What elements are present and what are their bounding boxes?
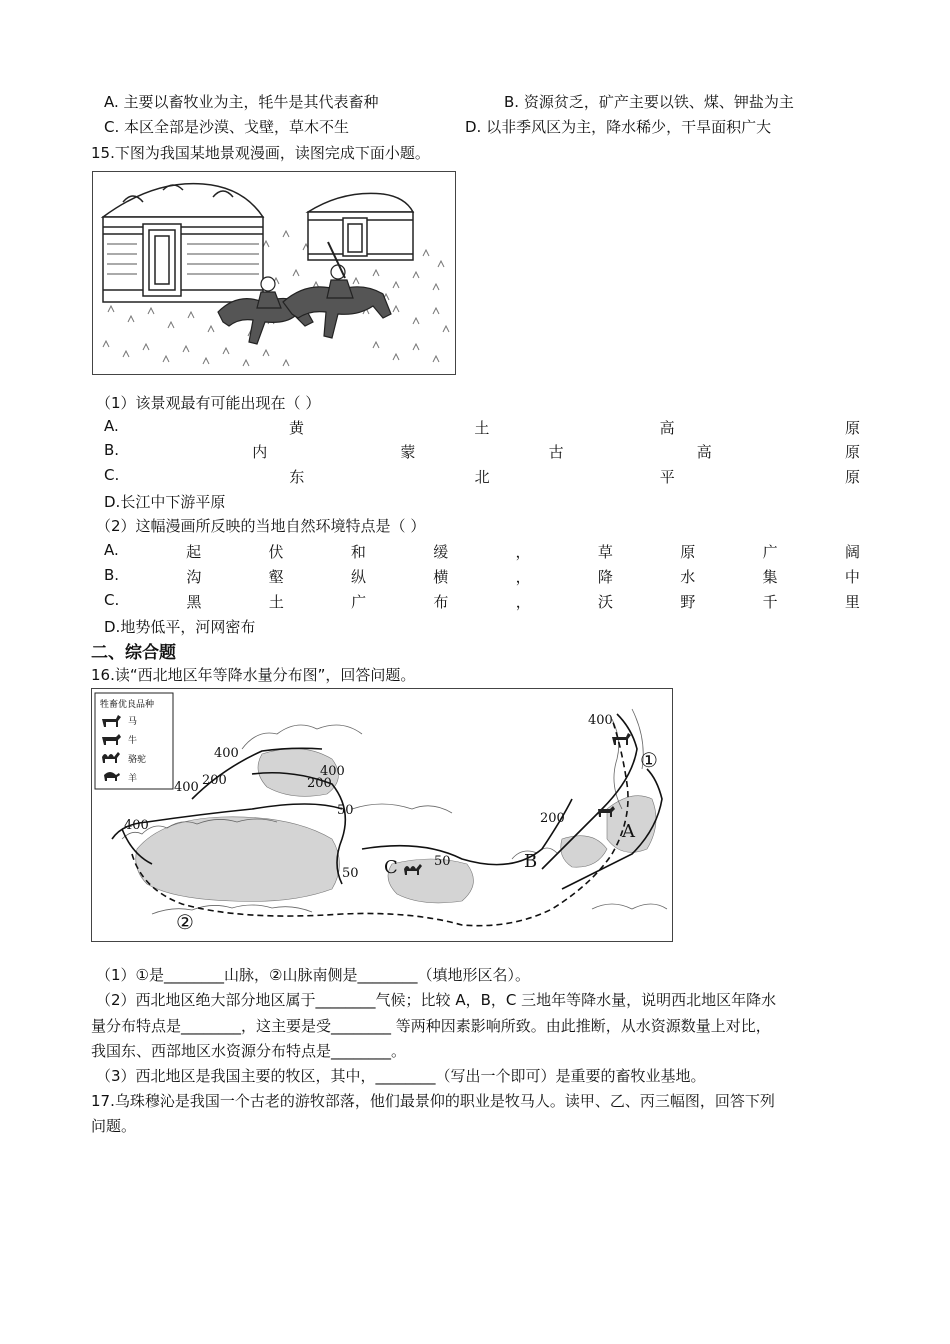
q16-sub2-line2: 量分布特点是________，这主要是受________ 等两种因素影响所致。由此推断，从水资源数量上对比， — [91, 1017, 771, 1035]
option-char: 沟 — [186, 568, 202, 586]
option-char: ， — [515, 568, 531, 586]
option-char: 水 — [680, 568, 696, 586]
q17-stem-line2: 问题。 — [91, 1117, 137, 1135]
q16-sub2-line1: （2）西北地区绝大部分地区属于________气候；比较 A，B，C 三地年等降水量，说明西北地区年降水 — [96, 991, 777, 1009]
option-char: B. — [104, 566, 120, 584]
isohyet-label: 200 — [202, 773, 227, 788]
option-char: 蒙 — [400, 443, 416, 461]
q15-sub2-option-a — [104, 541, 860, 562]
isohyet-label: 200 — [540, 811, 565, 826]
option-char: B. — [104, 441, 120, 459]
q14-option-b: B. 资源贫乏，矿产主要以铁、煤、钾盐为主 — [504, 93, 794, 111]
isohyet-label: 50 — [342, 866, 359, 881]
option-char: 土 — [474, 419, 490, 437]
option-char: 平 — [659, 468, 675, 486]
option-char: 草 — [597, 543, 613, 561]
option-char: 内 — [252, 443, 268, 461]
option-char: ， — [515, 593, 531, 611]
option-char: 千 — [762, 593, 778, 611]
q16-sub2-line3: 我国东、西部地区水资源分布特点是________。 — [91, 1042, 407, 1060]
isohyet-label: 400 — [124, 818, 149, 833]
option-char: 横 — [433, 568, 449, 586]
option-char: 黑 — [186, 593, 202, 611]
q15-sub2-option-c — [104, 591, 860, 612]
option-char: 沃 — [598, 593, 614, 611]
option-char: 原 — [844, 468, 860, 486]
tarim-basin — [136, 817, 340, 902]
q15-sub1-option-d: D.长江中下游平原 — [104, 493, 226, 511]
option-char: 阔 — [844, 543, 860, 561]
option-char: 北 — [474, 468, 490, 486]
option-char: A. — [104, 541, 119, 559]
option-char: 降 — [597, 568, 613, 586]
q15-stem: 15.下图为我国某地景观漫画，读图完成下面小题。 — [91, 144, 430, 162]
isohyet-label: 200 — [307, 776, 332, 791]
legend-camel-label: 骆驼 — [128, 755, 147, 765]
isohyet-label: 400 — [214, 746, 239, 761]
badain-desert — [388, 859, 473, 903]
option-char: 黄 — [289, 419, 305, 437]
q14-option-d: D. 以非季风区为主，降水稀少，干旱面积广大 — [465, 118, 772, 136]
option-char: 古 — [548, 443, 564, 461]
q15-sub1-option-a — [104, 417, 860, 438]
option-char: 高 — [659, 419, 675, 437]
legend-title: 牲畜优良品种 — [100, 700, 155, 710]
option-char: C. — [104, 466, 120, 484]
q15-sub1-option-c — [104, 466, 860, 487]
option-char: 土 — [268, 593, 284, 611]
option-char: ， — [515, 543, 531, 561]
option-char: 广 — [351, 593, 367, 611]
option-char: 原 — [844, 443, 860, 461]
q17-stem-line1: 17.乌珠穆沁是我国一个古老的游牧部落，他们最景仰的职业是牧马人。读甲、乙、丙三幅图，回答下列 — [91, 1092, 775, 1110]
option-char: C. — [104, 591, 120, 609]
isohyet-label: 50 — [434, 854, 451, 869]
option-char: 起 — [186, 543, 202, 561]
option-char: 东 — [289, 468, 305, 486]
q15-sub2-question: （2）这幅漫画所反映的当地自然环境特点是（ ） — [96, 517, 426, 535]
grassland-cartoon-image — [92, 171, 456, 375]
horse-icon — [612, 733, 631, 745]
marker-1-label: ① — [640, 748, 658, 772]
isohyet-label: 50 — [337, 803, 354, 818]
option-char: A. — [104, 417, 119, 435]
q15-sub2-option-d: D.地势低平，河网密布 — [104, 618, 256, 636]
mu-us-sandland — [561, 836, 607, 868]
option-char: 缓 — [433, 543, 449, 561]
option-char: 原 — [680, 543, 696, 561]
q16-stem: 16.读“西北地区年等降水量分布图”，回答问题。 — [91, 666, 416, 684]
option-char: 里 — [844, 593, 860, 611]
q15-sub1-question: （1）该景观最有可能出现在（ ） — [96, 394, 321, 412]
point-c-label: C — [384, 857, 398, 878]
option-char: 和 — [350, 543, 366, 561]
q14-option-a: A. 主要以畜牧业为主，牦牛是其代表畜种 — [104, 93, 379, 111]
isohyet-label: 400 — [174, 780, 199, 795]
section-title: 二、综合题 — [91, 643, 176, 663]
q16-sub3: （3）西北地区是我国主要的牧区，其中，________（写出一个即可）是重要的畜牧业基地。 — [96, 1067, 706, 1085]
option-char: 布 — [433, 593, 449, 611]
legend-sheep-label: 羊 — [128, 774, 138, 784]
q15-sub2-option-b — [104, 566, 860, 587]
isohyet-label: 400 — [588, 713, 613, 728]
legend-horse-label: 马 — [128, 717, 138, 727]
option-char: 集 — [762, 568, 778, 586]
isohyet-label: 400 — [320, 764, 345, 779]
option-char: 壑 — [268, 568, 284, 586]
point-a-label: A — [622, 821, 635, 842]
q14-option-c: C. 本区全部是沙漠、戈壁，草木不生 — [104, 118, 350, 136]
option-char: 高 — [696, 443, 712, 461]
option-char: 原 — [844, 419, 860, 437]
q15-sub1-option-b — [104, 441, 860, 462]
q16-sub1: （1）①是________山脉，②山脉南侧是________（填地形区名）。 — [96, 966, 530, 984]
point-b-label: B — [524, 851, 538, 872]
marker-2-label: ② — [176, 910, 194, 934]
option-char: 伏 — [268, 543, 284, 561]
option-char: 纵 — [350, 568, 366, 586]
legend-cattle-label: 牛 — [128, 736, 138, 746]
northwest-precipitation-map — [91, 688, 673, 942]
option-char: 广 — [762, 543, 778, 561]
option-char: 野 — [680, 593, 696, 611]
option-char: 中 — [844, 568, 860, 586]
